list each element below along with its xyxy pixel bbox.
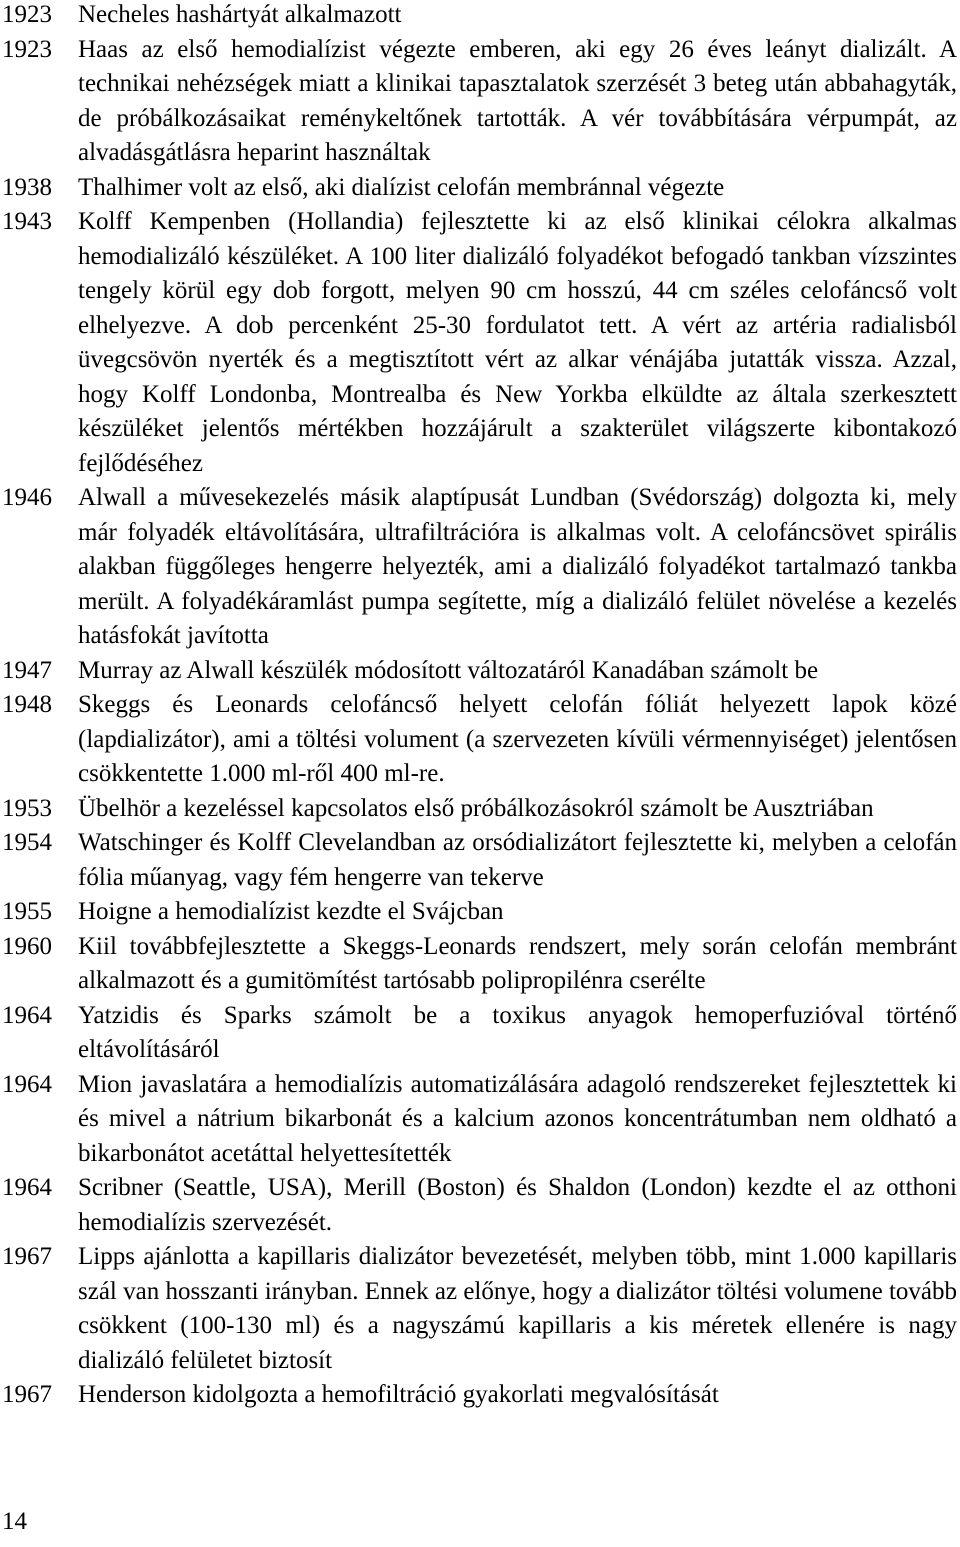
timeline-entry <box>2 481 957 654</box>
entry-text: Lipps ajánlotta a kapillaris dializátor bevezetését, melyben több, mint 1.000 kapillaris szál van hosszanti irányban. Ennek az előnye, hogy a dializátor töltési volumene tovább csökkent (100-130 ml) és a nagyszámú kapillaris a kis méretek ellenére is nagy dializáló felületet biztosít <box>78 1243 957 1374</box>
timeline-entry <box>2 999 957 1068</box>
entry-text: Kiil továbbfejlesztette a Skeggs-Leonards rendszert, mely során celofán membránt alkalmazott és a gumitömítést tartósabb polipropilénra cserélte <box>78 932 957 994</box>
entry-year: 1923 <box>2 35 52 63</box>
entry-text: Henderson kidolgozta a hemofiltráció gyakorlati megvalósítását <box>78 1381 719 1408</box>
page-number: 14 <box>2 1508 27 1535</box>
entry-year: 1954 <box>2 829 52 856</box>
entry-year: 1960 <box>2 932 52 960</box>
entry-year: 1967 <box>2 1381 52 1408</box>
entry-text: Watschinger és Kolff Clevelandban az orsódializátort fejlesztette ki, melyben a celofán fólia műanyag, vagy fém hengerre van tekerve <box>78 829 957 891</box>
timeline-entry <box>2 930 957 999</box>
entry-text: Yatzidis és Sparks számolt be a toxikus anyagok hemoperfuzióval történő eltávolításáról <box>78 1001 957 1063</box>
entry-text: Murray az Alwall készülék módosított változatáról Kanadában számolt be <box>78 656 819 684</box>
timeline-entry <box>2 1378 957 1413</box>
entry-text: Scribner (Seattle, USA), Merill (Boston) és Shaldon (London) kezdte el az otthoni hemodialízis szervezését. <box>78 1174 957 1236</box>
timeline-entry <box>2 171 957 206</box>
entry-text: Alwall a művesekezelés másik alaptípusát Lundban (Svédország) dolgozta ki, mely már folyadék eltávolítására, ultrafiltrációra is alkalmas volt. A celofáncsövet spirális alakban függőleges hengerre helyezték, ami a dializáló folyadékot tartalmazó tankba merült. A folyadékáramlást pumpa segítette, míg a dializáló felület növelése a kezelés hatásfokát javította <box>78 484 957 649</box>
entry-text: Skeggs és Leonards celofáncső helyett celofán fóliát helyezett lapok közé (lapdializátor), ami a töltési volument (a szervezeten kívüli vérmennyiséget) jelentősen csökkentette 1.000 ml-ről 400 ml-re. <box>78 691 957 787</box>
timeline-entry <box>2 0 957 33</box>
entry-year: 1953 <box>2 794 52 822</box>
entry-text: Thalhimer volt az első, aki dialízist celofán membránnal végezte <box>78 173 725 201</box>
entry-year: 1946 <box>2 484 52 511</box>
entry-text: Haas az első hemodialízist végezte emberen, aki egy 26 éves leányt dializált. A technikai nehézségek miatt a klinikai tapasztalatok szerzését 3 beteg után abbahagyták, de próbálkozásaikat reménykeltőnek tartották. A vér továbbítására vérpumpát, az alvadásgátlásra heparint használtak <box>78 35 957 166</box>
entry-year: 1943 <box>2 208 52 235</box>
entry-text: Mion javaslatára a hemodialízis automatizálására adagoló rendszereket fejlesztettek ki és mivel a nátrium bikarbonát és a kalcium azonos koncentrátumban nem oldható a bikarbonátot acetáttal helyettesítették <box>78 1070 957 1167</box>
entry-year: 1964 <box>2 1174 52 1201</box>
entry-text: Übelhör a kezeléssel kapcsolatos első próbálkozásokról számolt be Ausztriában <box>78 794 874 822</box>
timeline-entry <box>2 1171 957 1240</box>
entry-year: 1948 <box>2 691 52 718</box>
timeline-entry <box>2 826 957 895</box>
timeline-entry <box>2 895 957 930</box>
timeline-entry <box>2 1240 957 1378</box>
entry-text: Necheles hashártyát alkalmazott <box>78 1 402 28</box>
timeline-entry <box>2 205 957 481</box>
entry-year: 1947 <box>2 656 52 684</box>
entry-year: 1923 <box>2 1 52 28</box>
timeline-entry <box>2 792 957 827</box>
entry-year: 1964 <box>2 1070 52 1098</box>
timeline-entry <box>2 688 957 792</box>
timeline-entry <box>2 654 957 689</box>
entry-year: 1964 <box>2 1001 52 1029</box>
entry-year: 1967 <box>2 1243 52 1270</box>
timeline-entry <box>2 1068 957 1172</box>
entry-text: Hoigne a hemodialízist kezdte el Svájcban <box>78 898 504 925</box>
timeline-entry <box>2 33 957 171</box>
entry-year: 1955 <box>2 898 52 925</box>
timeline-list <box>2 0 957 1413</box>
entry-text: Kolff Kempenben (Hollandia) fejlesztette ki az első klinikai célokra alkalmas hemodializáló készüléket. A 100 liter dializáló folyadékot befogadó tankban vízszintes tengely körül egy dob forgott, melyen 90 cm hosszú, 44 cm széles celofáncső volt elhelyezve. A dob percenként 25-30 fordulatot tett. A vért az artéria radialisból üvegcsövön nyerték és a megtisztított vért az alkar vénájába jutatták vissza. Azzal, hogy Kolff Londonba, Montrealba és New Yorkba elküldte az általa szerkesztett készüléket jelentős mértékben hozzájárult a szakterület világszerte kibontakozó fejlődéséhez <box>78 208 957 477</box>
entry-year: 1938 <box>2 173 52 201</box>
